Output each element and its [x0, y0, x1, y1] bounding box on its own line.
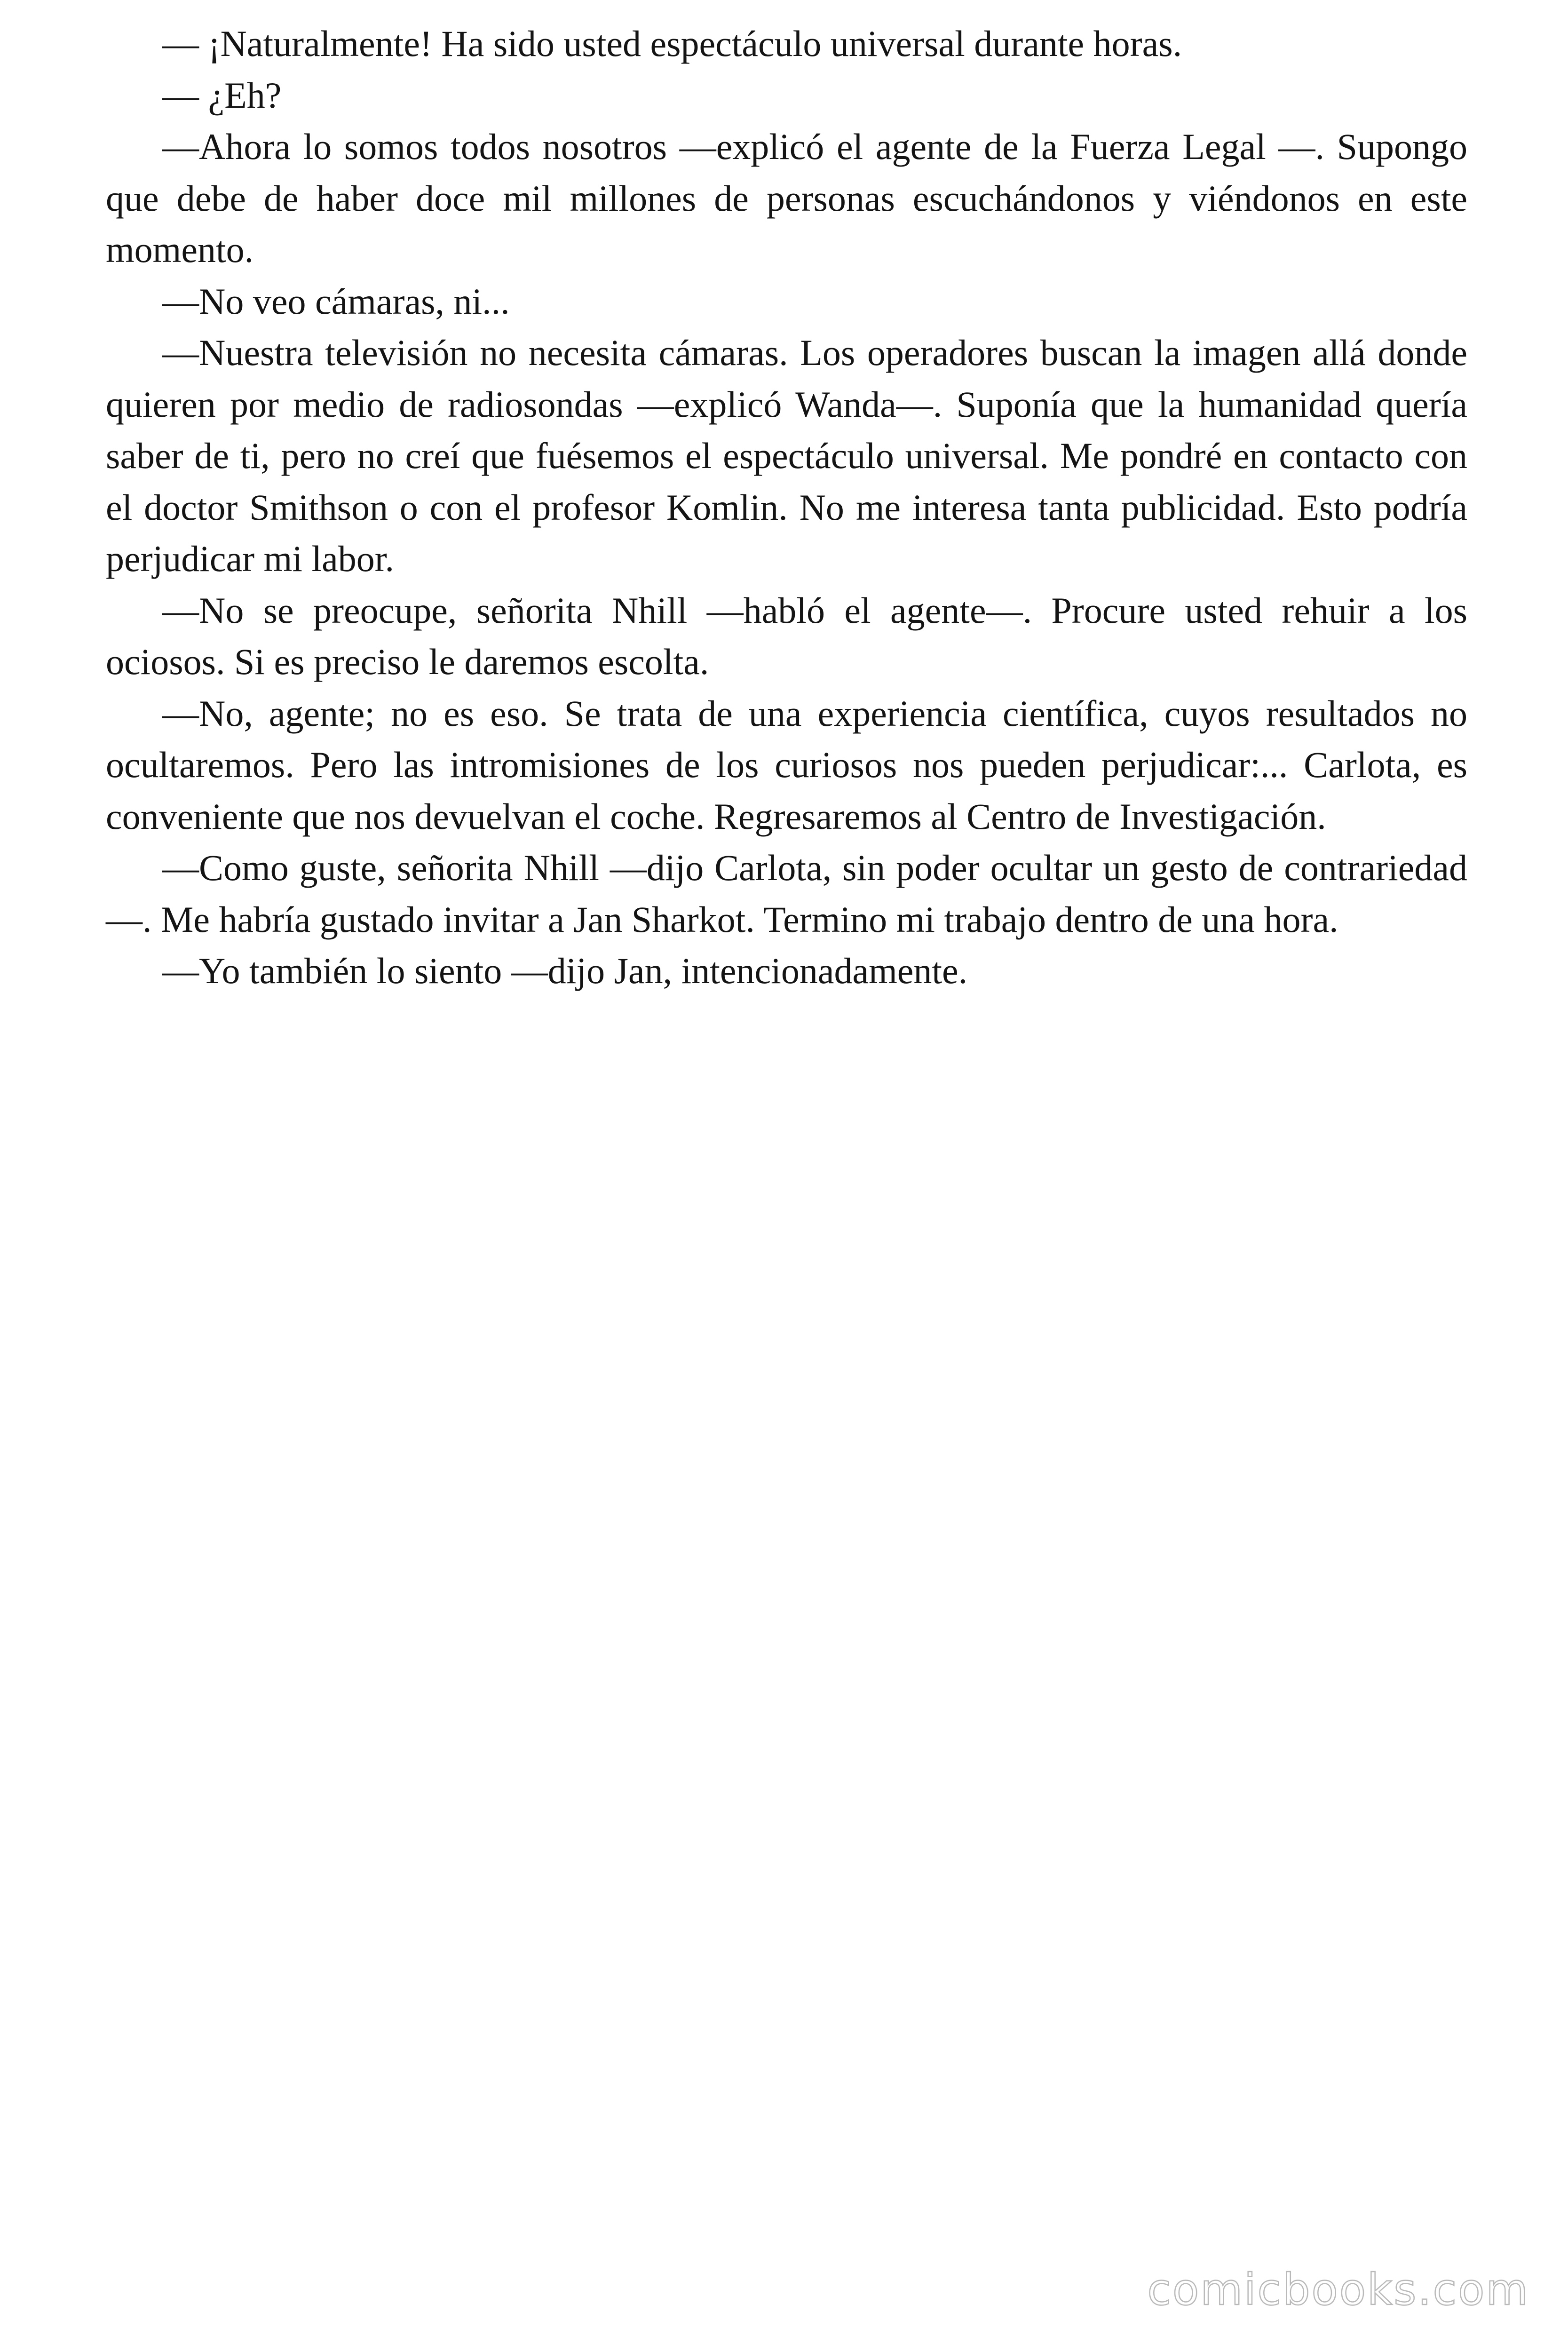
paragraph-1: — ¡Naturalmente! Ha sido usted espectáculo universal durante horas.	[162, 23, 1182, 64]
paragraph-3: —Ahora lo somos todos nosotros —explicó el agente de la Fuerza Legal —. Supongo que debe de haber doce mil millones de personas escuchándonos y viéndonos en este momento.	[106, 126, 1467, 270]
paragraph-4: —No veo cámaras, ni...	[162, 280, 510, 322]
paragraph-2: — ¿Eh?	[162, 74, 282, 116]
watermark: comicbooks.com	[1147, 2265, 1529, 2315]
paragraph-5: —Nuestra televisión no necesita cámaras. Los operadores buscan la imagen allá donde quieren por medio de radiosondas —explicó Wanda—. Suponía que la humanidad quería saber de ti, pero no creí que fuésemos el espectáculo universal. Me pondré en contacto con el doctor Smithson o con el profesor Komlin. No me interesa tanta publicidad. Esto podría perjudicar mi labor.	[106, 332, 1467, 579]
paragraph-6: —No se preocupe, señorita Nhill —habló el agente—. Procure usted rehuir a los ociosos. Si es preciso le daremos escolta.	[106, 589, 1467, 682]
paragraph-7: —No, agente; no es eso. Se trata de una experiencia científica, cuyos resultados no ocultaremos. Pero las intromisiones de los curiosos nos pueden perjudicar:... Carlota, es conveniente que nos devuelvan el coche. Regresaremos al Centro de Investigación.	[106, 692, 1467, 837]
page-body	[106, 18, 1467, 997]
paragraph-9: —Yo también lo siento —dijo Jan, intencionadamente.	[162, 950, 968, 991]
paragraph-8: —Como guste, señorita Nhill —dijo Carlota, sin poder ocultar un gesto de contrariedad—. Me habría gustado invitar a Jan Sharkot. Termino mi trabajo dentro de una hora.	[106, 847, 1467, 940]
